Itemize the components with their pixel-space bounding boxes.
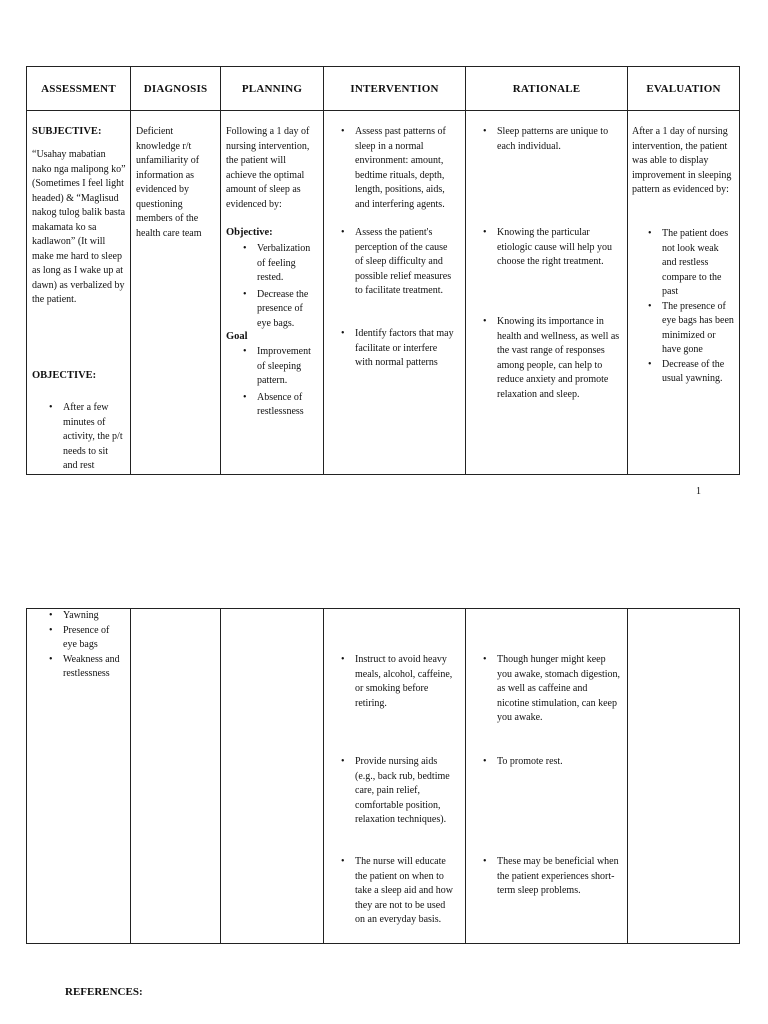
planning-goal-list — [243, 345, 319, 420]
assessment-cell — [27, 111, 131, 475]
evaluation-intro: After a 1 day of nursing intervention, the patient was able to display improvement in sleeping pattern as evidenced by: — [632, 126, 732, 195]
header-diagnosis: DIAGNOSIS — [131, 67, 221, 111]
intervention-list-5 — [341, 755, 457, 828]
subjective-text: “Usahay mabatian nako nga malipong ko” (Sometimes I feel light headed) & “Maglisud nakog tulog balik basta makamata ko sa kadlawon” (It will make me hard to sleep as long as I wake up at dawn) as verbalized by the patient. — [32, 149, 126, 305]
list-item: • To promote rest. — [483, 755, 621, 770]
list-item: • Presence of eye bags — [49, 624, 124, 653]
rationale-list-1 — [483, 125, 621, 154]
intervention-list-4 — [341, 653, 457, 711]
list-item: • Knowing its importance in health and wellness, as well as the vast range of responses among people, can help to reduce anxiety and promote relaxation and sleep. — [483, 315, 621, 402]
intervention-cell-continued — [324, 609, 466, 944]
diagnosis-cell — [131, 111, 221, 475]
header-planning: PLANNING — [221, 67, 324, 111]
rationale-cell — [466, 111, 628, 475]
list-item: • Verbalization of feeling rested. — [243, 242, 319, 286]
list-item: • Though hunger might keep you awake, stomach digestion, as well as caffeine and nicotine stimulation, can keep you awake. — [483, 653, 621, 726]
rationale-cell-continued — [466, 609, 628, 944]
diagnosis-text: Deficient knowledge r/t unfamiliarity of information as evidenced by questioning members of the health care team — [136, 126, 202, 239]
diagnosis-cell-continued — [131, 609, 221, 944]
header-evaluation: EVALUATION — [628, 67, 740, 111]
planning-objective-list — [243, 242, 319, 331]
list-item: • After a few minutes of activity, the p/t needs to sit and rest — [49, 401, 124, 474]
objective-label: OBJECTIVE: — [32, 370, 97, 381]
list-item: • Knowing the particular etiologic cause will help you choose the right treatment. — [483, 226, 621, 270]
list-item: • Identify factors that may facilitate or interfere with normal patterns — [341, 327, 457, 371]
assessment-cell-continued — [27, 609, 131, 944]
rationale-list-5 — [483, 755, 621, 770]
rationale-list-6 — [483, 855, 621, 899]
objective-list — [49, 401, 124, 474]
subjective-label: SUBJECTIVE: — [32, 126, 102, 137]
planning-goal-label: Goal — [226, 331, 248, 342]
list-item: • The presence of eye bags has been minimized or have gone — [648, 300, 735, 358]
evaluation-list — [648, 227, 735, 387]
intervention-list-2 — [341, 226, 457, 299]
list-item: • Improvement of sleeping pattern. — [243, 345, 319, 389]
intervention-list-1 — [341, 125, 457, 212]
planning-intro: Following a 1 day of nursing intervention, the patient will achieve the optimal amount of sleep as evidenced by: — [226, 126, 310, 210]
list-item: • Assess past patterns of sleep in a normal environment: amount, bedtime rituals, depth, length, positions, aids, and interfering agents. — [341, 125, 457, 212]
header-intervention: INTERVENTION — [324, 67, 466, 111]
list-item: • Sleep patterns are unique to each individual. — [483, 125, 621, 154]
care-plan-table-page-2 — [26, 608, 740, 944]
page-number: 1 — [696, 486, 701, 497]
assessment-list-continued — [49, 609, 124, 682]
planning-cell-continued — [221, 609, 324, 944]
list-item: • These may be beneficial when the patient experiences short-term sleep problems. — [483, 855, 621, 899]
intervention-list-6 — [341, 855, 457, 928]
evaluation-cell — [628, 111, 740, 475]
list-item: • Weakness and restlessness — [49, 653, 124, 682]
references-heading: REFERENCES: — [65, 986, 143, 998]
intervention-list-3 — [341, 327, 457, 371]
header-assessment: ASSESSMENT — [27, 67, 131, 111]
list-item: • Instruct to avoid heavy meals, alcohol, caffeine, or smoking before retiring. — [341, 653, 457, 711]
list-item: • The nurse will educate the patient on when to take a sleep aid and how they are not to be used on an everyday basis. — [341, 855, 457, 928]
care-plan-table-page-1 — [26, 66, 740, 475]
list-item: • The patient does not look weak and restless compare to the past — [648, 227, 735, 300]
list-item: • Decrease the presence of eye bags. — [243, 288, 319, 332]
header-rationale: RATIONALE — [466, 67, 628, 111]
rationale-list-2 — [483, 226, 621, 270]
planning-cell — [221, 111, 324, 475]
list-item: • Provide nursing aids (e.g., back rub, bedtime care, pain relief, comfortable position, relaxation techniques). — [341, 755, 457, 828]
evaluation-cell-continued — [628, 609, 740, 944]
rationale-list-3 — [483, 315, 621, 402]
list-item: • Absence of restlessness — [243, 391, 319, 420]
planning-objective-label: Objective: — [226, 227, 273, 238]
list-item: • Assess the patient's perception of the cause of sleep difficulty and possible relief measures to facilitate treatment. — [341, 226, 457, 299]
list-item: • Yawning — [49, 609, 124, 624]
list-item: • Decrease of the usual yawning. — [648, 358, 735, 387]
rationale-list-4 — [483, 653, 621, 726]
intervention-cell — [324, 111, 466, 475]
